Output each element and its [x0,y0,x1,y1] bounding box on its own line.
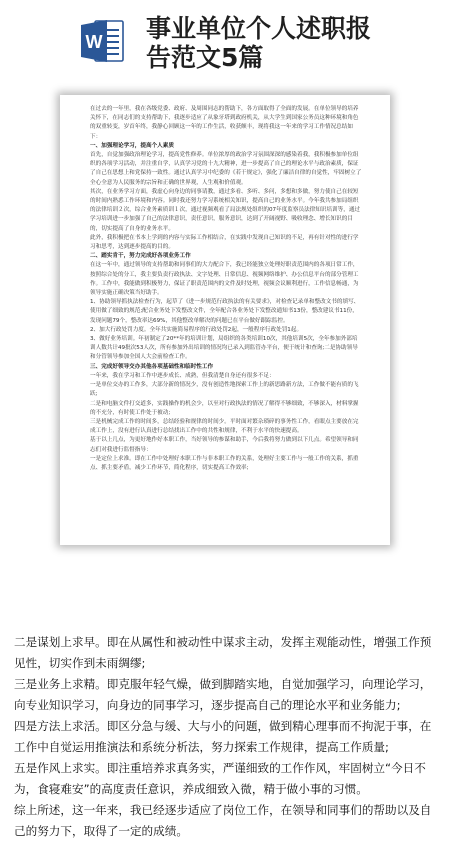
document-heading: 三、完成好领导交办其他各项基础性和临时性工作 [90,363,214,370]
document-paragraph: 2、加大行政处罚力度。全年共实施简易程序的行政处罚2起，一般程序行政处罚1起。 [90,326,303,333]
document-body [90,105,362,473]
body-paragraph: 四是方法上求活。即区分急与缓、大与小的问题，做到精心理事而不拘泥于事，在工作中自觉运用推演法和系统分析法，努力探索工作规律，提高工作质量; [14,719,432,754]
document-paragraph: 首先，自觉加强政治理论学习，提高党性修养。单位浓厚的政治学习氛围深深的感染着我，我积极参加单位组织的各项学习活动，并注重自学，认真学习党的十九大精神，进一步提高了自己的理论水平与政治素质，保证了自己在思想上和党保持一致性。通过认真学习中纪委的《若干规定》，强化了廉洁自律的自觉性，牢固树立了全心全意为人民服务的宗旨和正确的世界观，人生观和价值观。 [90,152,362,186]
title-line-1: 事业单位个人述职报 [146,14,372,43]
body-paragraph: 综上所述，这一年来，我已经逐步适应了岗位工作，在领导和同事们的帮助以及自己的努力下，取得了一定的成绩。 [14,803,432,838]
document-paragraph: 在过去的一年里，我在各级党委、政府、及周围同志的帮助下，各方面取得了全面的发展。在单位领导的培养关怀下，在同志们的支持帮助下，我逐步适应了从象牙塔到政府机关，从大学生到国家公务员这种环境和角色的双重转变，岁首年终，我静心回顾这一年的工作生活，收获颇丰，现将我这一年来的学习工作情况总结如下： [90,106,359,140]
body-paragraph: 五是作风上求实。即注重培养求真务实，严谨细致的工作作风，牢固树立“今日不为，食寝难安”的高度责任意识，养成细致入微，精于做小事的习惯。 [14,761,426,796]
title-line-2: 告范文5篇 [146,43,264,72]
document-paragraph: 三是机械完成工作的时间多，总结经验和规律的时间少。平时面对繁杂琐碎的事务性工作，看眼点主要放在完成工作上，没有进行认真进行总结找出工作中的共性和规律，不利于水平的快速提高。 [90,418,359,435]
word-document-icon [81,17,125,65]
document-paragraph: 基于以上几点，为更好地作好本职工作，当好领导的参谋和助手，今后我将努力做到以下几点。希望领导和同志们对我进行监督指导： [90,437,359,453]
document-paragraph: 一年来，我在学习和工作中逐步成长、成熟，但我清楚自身还有很多不足： [90,372,275,379]
document-paragraph: 一是定位上求准。即在工作中处理好本职工作与非本职工作的关系，处理好主要工作与一般工作的关系，抓重点、抓主要矛盾，减少工作环节，简化程序，切实提高工作效率; [90,455,359,471]
document-paragraph: 在这一年中，通过领导的支持帮助和同事们的大力配合下，我已经能独立处理好职责范围内的各项日常工作，按照综合处的分工，我主要负责行政执法、文字处理、日常信息、视频网络维护、办公信息平台的部分管理工作。工作中，我能做到积极努力，保证了职责范围内的文件及时处理，视频会议顺利进行，工作信息畅通，为领导实施正确决策当好助手。 [90,262,359,297]
document-preview-page [60,95,390,545]
document-heading: 二、踏实肯干，努力完成好各项业务工作 [90,253,191,260]
document-paragraph: 3、做好业务培训。年初制定了20**年的培训计划，局组织的各类培训10次，其他培训5次，全年参加外部培训人数共计49批次53人次，所有参加外出培训的情况均已录入到监管办平台，便于统计和查询;二是协助领导和分管领导参加全国人大会前检查工作。 [90,336,358,361]
body-paragraph: 二是谋划上求早。即在从属性和被动性中谋求主动，发挥主观能动性，增强工作预见性，切实作到未雨绸缪; [14,635,432,670]
document-paragraph: 其次，在业务学习方面，我虚心向身边的同事请教，通过多看、多听、多问，多想和多做，努力使自己在较短的时间内熟悉工作环境和内容。同时我还努力学习系统相关知识，提高自己的业务水平。今年我共参加局组织的法律培训２次，综合业务素质训１次，通过视频观看了局法规处组织的07年度监察员法律知识培训等，通过学习培训进一步加强了自己的法律意识，责任意识，服务意识，达到了开阔视野、吸收理念、增长知识的目的，切实提高了自身的业务水平。 [90,188,361,232]
body-paragraph: 三是业务上求精。即克服年轻气燥，做到脚踏实地，自觉加强学习，向理论学习，向专业知识学习，向身边的同事学习，逐步提高自己的理论水平和业务能力; [14,677,432,712]
word-icon-letter: W [85,32,103,52]
continued-text [14,632,438,842]
document-paragraph: 此外，我积极把在书本上学到的内容与实际工作相结合，在实践中发现自己知识的不足，再有针对性的进行学习和思考，达到逐步提高的目的。 [90,234,359,251]
document-paragraph: 二是和电脑文件打交道多，实践操作的机会少，以至对行政执法的情况了解得不够细致，不够深入，材料掌握的不充分，有时使工作处于被动; [90,400,359,416]
page-title [146,14,436,72]
document-paragraph: 一是单位交办的工作多，大部分新的情况少，没有创造性地探索工作上的新思路新方法，工作做不能有质的飞跃; [90,382,359,398]
document-paragraph: 1、协助领导抓执法检查行为，起草了《进一步规范行政执法的有关要求》，对检查记录单和整改文书的填写、使用做了细致的规范;配合业务处下发整改文件，全年配合各业务处下发整改通知书13份，整改建议书11份，发现问题79个，整改率达69%，其他整改单解决的问题已在平台做好跟踪监控。 [90,299,360,324]
header [0,0,450,82]
document-heading: 一、加强理论学习，提高个人素质 [90,142,174,149]
